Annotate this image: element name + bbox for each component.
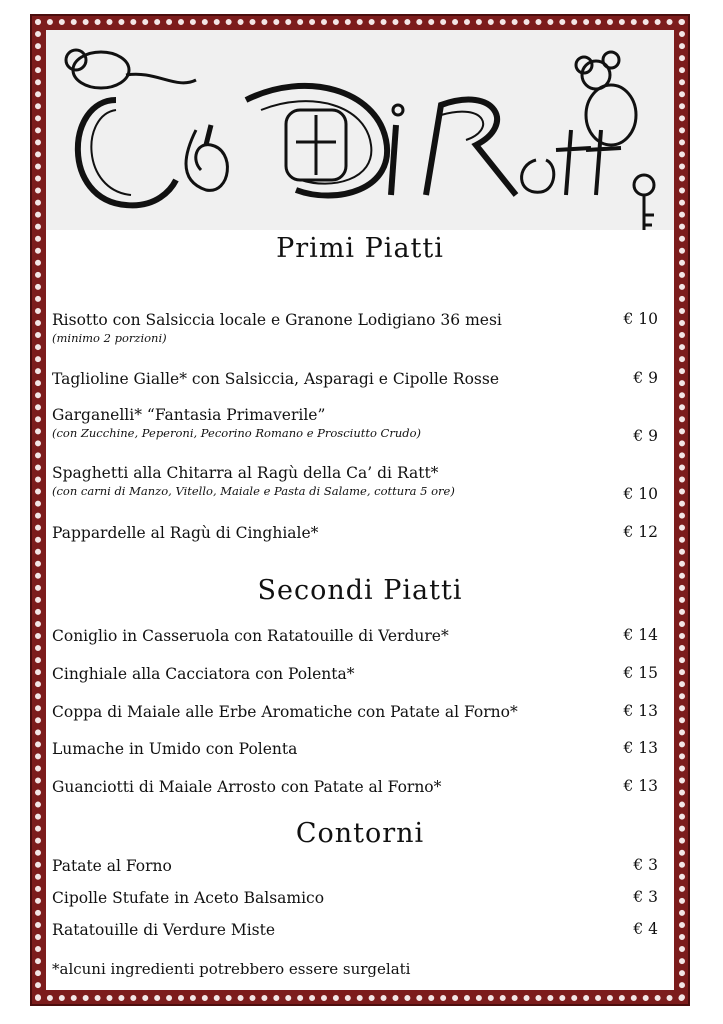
item-price: € 15 — [623, 664, 658, 682]
item-price: € 4 — [633, 920, 658, 938]
menu-item — [52, 777, 664, 796]
logo-artwork — [46, 30, 674, 230]
footnote: *alcuni ingredienti potrebbero essere surgelati — [52, 960, 411, 978]
item-name: Pappardelle al Ragù di Cinghiale* — [52, 524, 319, 542]
item-name: Cinghiale alla Cacciatora con Polenta* — [52, 665, 355, 683]
menu-item — [52, 369, 664, 388]
menu-item — [52, 739, 664, 758]
item-note: (con Zucchine, Peperoni, Pecorino Romano e Prosciutto Crudo) — [52, 426, 422, 440]
menu-item — [52, 888, 664, 907]
item-note: (minimo 2 porzioni) — [52, 331, 167, 345]
menu-item — [52, 523, 664, 542]
item-price: € 10 — [623, 310, 658, 328]
section-title-secondi: Secondi Piatti — [257, 575, 463, 606]
item-name: Taglioline Gialle* con Salsiccia, Asparagi e Cipolle Rosse — [52, 370, 499, 388]
menu-item — [52, 626, 664, 645]
item-name: Garganelli* “Fantasia Primaverile” — [52, 406, 326, 424]
item-name: Spaghetti alla Chitarra al Ragù della Ca’ di Ratt* — [52, 464, 439, 482]
item-note: (con carni di Manzo, Vitello, Maiale e Pasta di Salame, cottura 5 ore) — [52, 484, 455, 498]
section-title-contorni: Contorni — [295, 818, 425, 849]
item-price: € 14 — [623, 626, 658, 644]
item-name: Ratatouille di Verdure Miste — [52, 921, 276, 939]
menu-item — [52, 664, 664, 683]
item-price: € 3 — [633, 888, 658, 906]
item-name: Guanciotti di Maiale Arrosto con Patate al Forno* — [52, 778, 442, 796]
item-price: € 9 — [633, 427, 658, 445]
item-name: Patate al Forno — [52, 857, 172, 875]
menu-item — [52, 920, 664, 939]
menu-item — [52, 702, 664, 721]
item-name: Risotto con Salsiccia locale e Granone Lodigiano 36 mesi — [52, 311, 502, 329]
item-price: € 9 — [633, 369, 658, 387]
item-name: Coppa di Maiale alle Erbe Aromatiche con Patate al Forno* — [52, 703, 518, 721]
item-price: € 12 — [623, 523, 658, 541]
item-name: Coniglio in Casseruola con Ratatouille di Verdure* — [52, 627, 449, 645]
menu-page — [46, 30, 674, 990]
menu-item — [52, 463, 664, 503]
item-name: Cipolle Stufate in Aceto Balsamico — [52, 889, 325, 907]
item-name: Lumache in Umido con Polenta — [52, 740, 298, 758]
item-price: € 10 — [623, 485, 658, 503]
section-title-primi: Primi Piatti — [276, 233, 444, 264]
item-price: € 13 — [623, 739, 658, 757]
menu-item — [52, 310, 664, 345]
menu-item — [52, 856, 664, 875]
restaurant-logo — [46, 30, 674, 230]
item-price: € 3 — [633, 856, 658, 874]
menu-item — [52, 405, 664, 445]
item-price: € 13 — [623, 702, 658, 720]
item-price: € 13 — [623, 777, 658, 795]
